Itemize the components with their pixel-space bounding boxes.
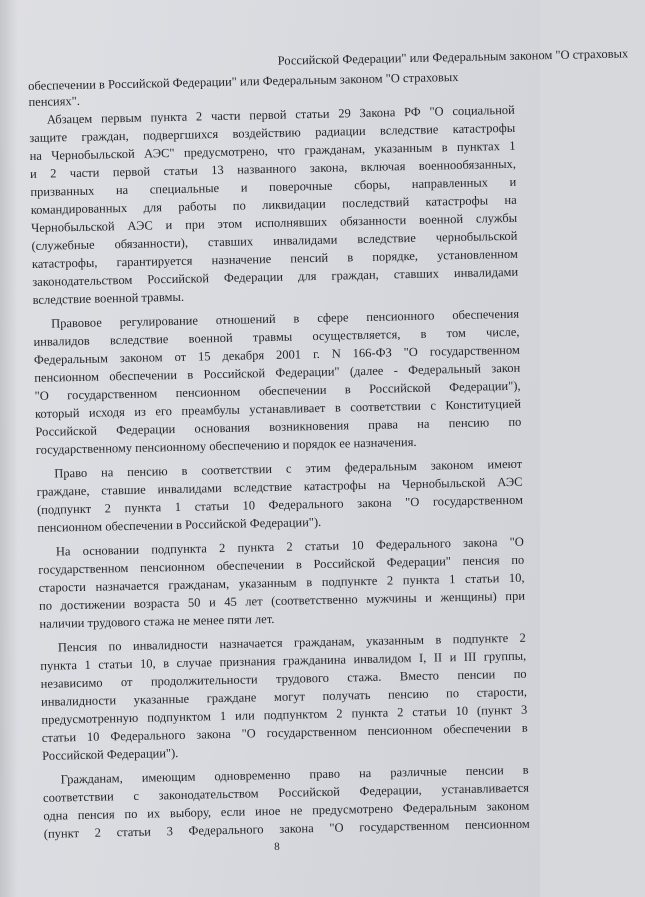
text-line: обеспечении в Российской Федерации" или Федеральным законом "О страховых bbox=[28, 69, 459, 93]
text-line: инвалидов вследствие военной травмы осуществляется, в том числе, bbox=[33, 324, 520, 349]
text-line: государственном пенсионном обеспечении в Российской Федерации" пенсия по bbox=[38, 552, 525, 577]
text-line: наличии трудового стажа не менее пяти лет. bbox=[39, 611, 275, 631]
text-line: защите граждан, подвергшихся воздействию радиации вследствие катастрофы bbox=[29, 120, 516, 145]
page-number: 8 bbox=[274, 840, 280, 854]
text-line: предусмотренную подпунктом 1 или подпунктом 2 пункта 2 статьи 10 (пункт 3 bbox=[41, 702, 528, 727]
text-line: призванных на специальные и поверочные сборы, направленных и bbox=[30, 174, 517, 199]
page-edge-shadow bbox=[0, 0, 18, 897]
text-line: Право на пенсию в соответствии с этим федеральным законом имеют bbox=[54, 456, 523, 481]
text-line: независимо от продолжительности трудового стажа. Вместо пенсии по bbox=[40, 666, 527, 691]
text-line: катастрофы, гарантируется назначение пенсий в порядке, установленном bbox=[31, 246, 518, 271]
text-line: пенсионном обеспечении в Российской Федерации" (далее - Федеральный закон bbox=[34, 360, 521, 385]
text-line: на Чернобыльской АЭС" предусмотрено, что гражданам, указанным в пунктах 1 bbox=[29, 138, 516, 163]
text-line: и 2 части первой статьи 13 названного закона, включая военнообязанных, bbox=[29, 156, 517, 181]
text-line: Правовое регулирование отношений в сфере пенсионного обеспечения bbox=[51, 306, 520, 331]
text-line: старости назначается гражданам, указанным в подпункте 2 пункта 1 статьи 10, bbox=[38, 570, 525, 595]
text-line: Российской Федерации основания возникновения права на пенсию по bbox=[35, 414, 522, 439]
document-body bbox=[28, 46, 629, 854]
text-line: статьи 10 Федерального закона "О государственном пенсионном обеспечении в bbox=[41, 720, 528, 745]
text-line: законодательством Российской Федерации для граждан, ставших инвалидами bbox=[32, 264, 519, 289]
text-line: Пенсия по инвалидности назначается гражданам, указанным в подпункте 2 bbox=[57, 630, 526, 655]
text-line: На основании подпункта 2 пункта 2 статьи 10 Федерального закона "О bbox=[55, 534, 524, 559]
text-line: Российской Федерации" или Федеральным законом "О страховых bbox=[277, 46, 629, 68]
text-line: Чернобыльской АЭС и при этом исполнявших обязанности военной службы bbox=[30, 210, 518, 235]
text-line: пункта 1 статьи 10, в случае признания гражданина инвалидом I, II и III группы, bbox=[40, 648, 527, 673]
text-line: (подпункт 2 пункта 1 статьи 10 Федерального закона "О государственном bbox=[36, 492, 524, 517]
text-line: который исходя из его преамбулы устанавливает в соответствии с Конституцией bbox=[34, 396, 522, 421]
text-line: пенсионном обеспечении в Российской Федерации"). bbox=[37, 514, 322, 535]
text-line: "О государственном пенсионном обеспечении в Российской Федерации"), bbox=[34, 378, 521, 403]
text-line: соответствии с законодательством Российской Федерации, устанавливается bbox=[42, 780, 530, 805]
text-line: Российской Федерации"). bbox=[42, 746, 179, 763]
text-line: одна пенсия по их выбору, если иное не предусмотрено Федеральным законом bbox=[43, 798, 530, 823]
text-line: государственному пенсионному обеспечению и порядок ее назначения. bbox=[35, 434, 417, 457]
text-line: граждане, ставшие инвалидами вследствие катастрофы на Чернобыльской АЭС bbox=[36, 474, 523, 499]
text-line: пенсиях". bbox=[28, 93, 81, 109]
text-line: вследствие военной травмы. bbox=[32, 289, 185, 307]
text-line: (пункт 2 статьи 3 Федерального закона "О государственном пенсионном bbox=[43, 816, 530, 841]
text-line: инвалидности указанные граждане могут получать пенсию по старости, bbox=[40, 684, 528, 709]
text-line: Гражданам, имеющим одновременно право на различные пенсии в bbox=[60, 762, 529, 787]
text-line: Абзацем первым пункта 2 части первой статьи 29 Закона РФ "О социальной bbox=[46, 102, 515, 127]
text-line: по достижении возраста 50 и 45 лет (соответственно мужчины и женщины) при bbox=[38, 588, 526, 613]
text-line: (служебные обязанности), ставших инвалидами вследствие чернобыльской bbox=[31, 228, 518, 253]
text-line: командированных для работы по ликвидации последствий катастрофы на bbox=[30, 192, 517, 217]
text-line: Федеральным законом от 15 декабря 2001 г. N 166-ФЗ "О государственном bbox=[33, 342, 520, 367]
